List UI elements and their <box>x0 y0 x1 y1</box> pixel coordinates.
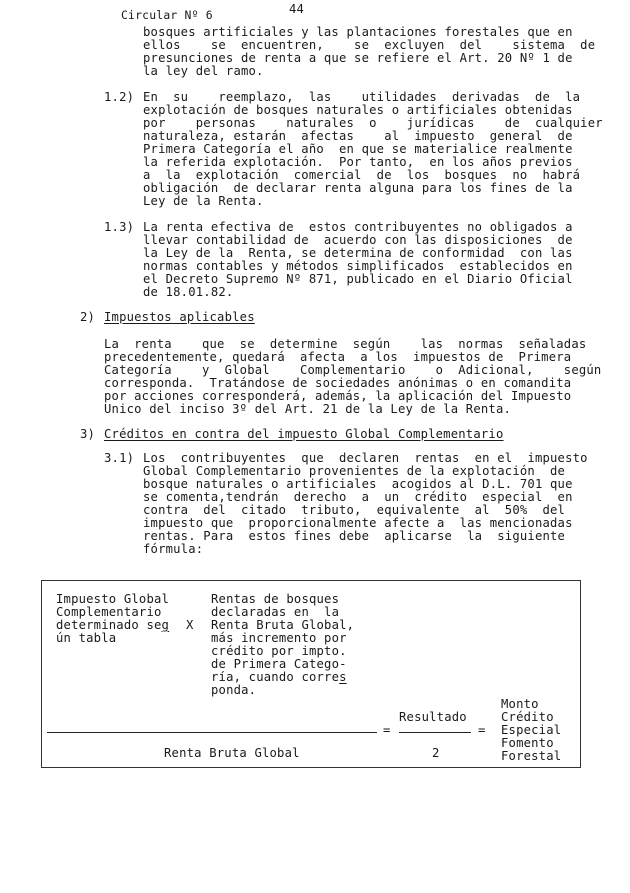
text-line: La renta que se determine según las normas señaladas <box>104 337 587 351</box>
text-line: En su reemplazo, las utilidades derivadas de la <box>143 90 581 104</box>
multiplication-sign: X <box>186 618 194 632</box>
text-fragment: s <box>339 670 347 684</box>
text-line: corresponda. Tratándose de sociedades anónimas o en comandita <box>104 376 572 390</box>
text-line: por acciones corresponderá, además, la aplicación del Impuesto <box>104 389 572 403</box>
text-line: obligación de declarar renta alguna para los fines de la <box>143 181 573 195</box>
equals-sign: = <box>383 723 391 737</box>
text-line: Categoría y Global Complementario o Adicional, según <box>104 363 602 377</box>
text-line: Renta Bruta Global, <box>211 618 355 632</box>
text-line: impuesto que proporcionalmente afecte a las mencionadas <box>143 516 573 530</box>
text-line: llevar contabilidad de acuerdo con las disposiciones de <box>143 233 573 247</box>
section-heading: Impuestos aplicables <box>104 310 255 324</box>
text-line: Complementario <box>56 605 162 619</box>
text-line: se comenta,tendrán derecho a un crédito especial en <box>143 490 573 504</box>
result-fraction-line <box>399 732 471 733</box>
page-number: 44 <box>289 2 305 16</box>
text-line: contra del citado tributo, equivalente al 50% del <box>143 503 566 517</box>
text-line: Primera Categoría el año en que se materialice realmente <box>143 142 573 156</box>
text-line: fórmula: <box>143 542 204 556</box>
text-line: ún tabla <box>56 631 117 645</box>
text-line: la Ley de la Renta, se determina de conformidad con las <box>143 246 573 260</box>
text-line: crédito por impto. <box>211 644 347 658</box>
fraction-line <box>47 732 377 733</box>
text-line: explotación de bosques naturales o artificiales obtenidas <box>143 103 573 117</box>
text-line: ellos se encuentren, se excluyen del sistema de <box>143 38 596 52</box>
text-line: más incremento por <box>211 631 347 645</box>
text-line: la ley del ramo. <box>143 64 264 78</box>
denominator-two: 2 <box>432 746 440 760</box>
section-heading: Créditos en contra del impuesto Global Complementario <box>104 427 504 441</box>
text-line: a la explotación comercial de los bosques no habrá <box>143 168 581 182</box>
text-line: naturaleza, estarán afectas al impuesto general de <box>143 129 573 143</box>
item-number: 3.1) <box>104 451 135 465</box>
text-fragment: ría, cuando corre <box>211 670 340 684</box>
denominator-label: Renta Bruta Global <box>164 746 300 760</box>
text-line: Impuesto Global <box>56 592 170 606</box>
text-line: declaradas en la <box>211 605 340 619</box>
resultado-label: Resultado <box>399 710 467 724</box>
text-line: Los contribuyentes que declaren rentas en el impuesto <box>143 451 588 465</box>
text-line: Rentas de bosques <box>211 592 340 606</box>
section-number: 2) <box>80 310 96 324</box>
text-line: Fomento <box>501 736 554 750</box>
text-line: La renta efectiva de estos contribuyentes no obligados a <box>143 220 573 234</box>
text-line: Monto <box>501 697 539 711</box>
text-line: Ley de la Renta. <box>143 194 264 208</box>
text-line: Global Complementario provenientes de la explotación de <box>143 464 566 478</box>
circular-label: Circular Nº 6 <box>121 8 213 22</box>
text-line: ponda. <box>211 683 257 697</box>
text-line: Unico del inciso 3º del Art. 21 de la Ley de la Renta. <box>104 402 512 416</box>
text-line: la referida explotación. Por tanto, en los años previos <box>143 155 573 169</box>
item-number: 1.2) <box>104 90 135 104</box>
text-line: normas contables y métodos simplificados establecidos en <box>143 259 573 273</box>
text-line: rentas. Para estos fines debe aplicarse la siguiente <box>143 529 566 543</box>
section-number: 3) <box>80 427 96 441</box>
text-fragment: determinado se <box>56 618 162 632</box>
text-fragment: g <box>161 618 170 632</box>
text-line: Especial <box>501 723 562 737</box>
equals-sign: = <box>478 723 486 737</box>
text-line: por personas naturales o jurídicas de cualquier <box>143 116 603 130</box>
text-line: Crédito <box>501 710 554 724</box>
text-line: Forestal <box>501 749 562 763</box>
text-line: presunciones de renta a que se refiere el Art. 20 Nº 1 de <box>143 51 573 65</box>
text-line: precedentemente, quedará afecta a los impuestos de Primera <box>104 350 572 364</box>
text-line: de Primera Catego- <box>211 657 347 671</box>
text-line: bosques artificiales y las plantaciones forestales que en <box>143 25 573 39</box>
text-line: de 18.01.82. <box>143 285 234 299</box>
text-line: bosque naturales o artificiales acogidos al D.L. 701 que <box>143 477 573 491</box>
text-line: el Decreto Supremo Nº 871, publicado en el Diario Oficial <box>143 272 573 286</box>
item-number: 1.3) <box>104 220 135 234</box>
